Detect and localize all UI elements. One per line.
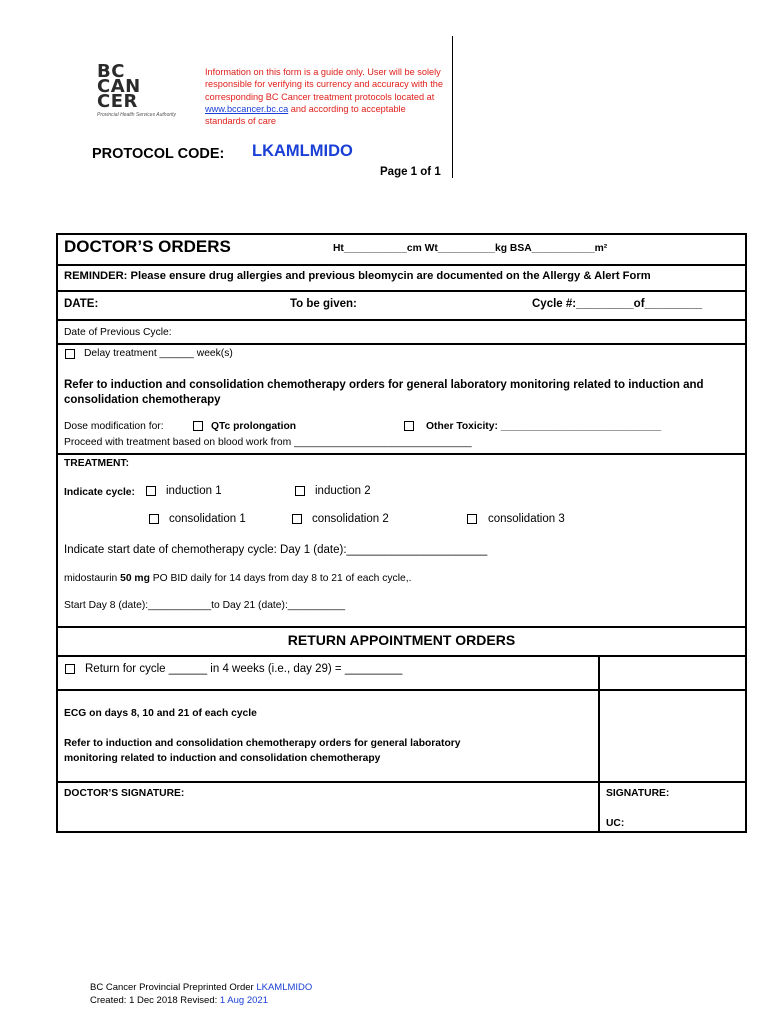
footer-revised-date: 1 Aug 2021: [219, 994, 268, 1006]
page-number: Page 1 of 1: [380, 166, 441, 178]
return-cycle-field[interactable]: Return for cycle ______ in 4 weeks (i.e., day 29) = _________: [85, 663, 403, 675]
dose-modification-label: Dose modification for:: [64, 421, 164, 432]
drug-name: midostaurin: [64, 573, 118, 584]
disclaimer: [205, 66, 445, 127]
cycle-number-field[interactable]: Cycle #:_________of_________: [532, 298, 703, 310]
return-lab-note-line2: monitoring related to induction and consolidation chemotherapy: [64, 753, 381, 764]
consolidation-2-label: consolidation 2: [312, 513, 389, 525]
logo-text: BC CAN CER: [97, 61, 141, 112]
divider: [56, 655, 747, 657]
footer: [90, 982, 312, 1007]
return-lab-note-line1: Refer to induction and consolidation chemotherapy orders for general laboratory: [64, 738, 461, 749]
disclaimer-text-after: and according to acceptable standards of care: [205, 103, 406, 127]
measurements: Ht___________cm Wt__________kg BSA___________m²: [333, 243, 608, 254]
bccancer-link[interactable]: www.bccancer.bc.ca: [205, 103, 289, 114]
drug-instructions: PO BID daily for 14 days from day 8 to 21 of each cycle,.: [152, 573, 412, 584]
consolidation-1-label: consolidation 1: [169, 513, 246, 525]
previous-cycle-label: Date of Previous Cycle:: [64, 327, 172, 338]
drug-dose: 50 mg: [120, 573, 150, 584]
doctors-orders-title: DOCTOR’S ORDERS: [64, 237, 231, 256]
protocol-code: LKAMLMIDO: [252, 142, 353, 160]
date-label: DATE:: [64, 298, 99, 310]
midostaurin-order: [64, 573, 411, 584]
induction-1-checkbox[interactable]: [146, 486, 156, 496]
start-date-field[interactable]: Indicate start date of chemotherapy cycle: Day 1 (date):______________________: [64, 544, 488, 556]
consolidation-2-checkbox[interactable]: [292, 514, 302, 524]
signature-label: SIGNATURE:: [606, 788, 670, 799]
delay-checkbox[interactable]: [65, 349, 75, 359]
day8-start-field[interactable]: Start Day 8 (date):___________to Day 21 (date):__________: [64, 600, 346, 611]
disclaimer-text: Information on this form is a guide only. User will be solely responsible for verifying its currency and accuracy with the corresponding BC Cancer treatment protocols located at: [205, 67, 443, 102]
footer-protocol-code: LKAMLMIDO: [256, 982, 313, 993]
induction-2-checkbox[interactable]: [295, 486, 305, 496]
return-appointment-title: RETURN APPOINTMENT ORDERS: [287, 632, 516, 648]
uc-label: UC:: [606, 818, 625, 829]
bc-cancer-logo: [97, 61, 197, 118]
return-cycle-checkbox[interactable]: [65, 664, 75, 674]
divider: [56, 319, 747, 321]
ecg-order: ECG on days 8, 10 and 21 of each cycle: [64, 708, 257, 719]
to-be-given-label: To be given:: [290, 298, 357, 310]
divider: [56, 626, 747, 628]
consolidation-3-checkbox[interactable]: [467, 514, 477, 524]
divider: [56, 453, 747, 455]
header-divider: [452, 36, 453, 178]
consolidation-3-label: consolidation 3: [488, 513, 565, 525]
proceed-bloodwork-field[interactable]: Proceed with treatment based on blood work from _______________________________: [64, 437, 472, 448]
indicate-cycle-label: Indicate cycle:: [64, 487, 135, 498]
other-toxicity-field[interactable]: Other Toxicity: ____________________________: [426, 421, 662, 432]
other-toxicity-checkbox[interactable]: [404, 421, 414, 431]
allergy-reminder: REMINDER: Please ensure drug allergies and previous bleomycin are documented on the Allergy & Alert Form: [64, 270, 651, 282]
divider: [56, 689, 747, 691]
footer-preprinted-order: BC Cancer Provincial Preprinted Order: [90, 982, 257, 993]
treatment-title: TREATMENT:: [64, 458, 130, 469]
qtc-label: QTc prolongation: [211, 421, 297, 432]
lab-monitoring-note: Refer to induction and consolidation chemotherapy orders for general laboratory monitoring related to induction and consolidation chemotherapy: [64, 379, 704, 406]
qtc-checkbox[interactable]: [193, 421, 203, 431]
column-divider: [598, 655, 600, 833]
induction-1-label: induction 1: [166, 485, 222, 497]
divider: [56, 264, 747, 266]
logo-subtitle: Provincial Health Services Authority: [97, 112, 177, 118]
divider: [56, 290, 747, 292]
doctor-signature-label: DOCTOR’S SIGNATURE:: [64, 788, 185, 799]
divider: [56, 781, 747, 783]
delay-label: Delay treatment ______ week(s): [84, 348, 233, 359]
footer-dates: Created: 1 Dec 2018 Revised:: [90, 994, 220, 1006]
protocol-code-label: PROTOCOL CODE:: [92, 146, 225, 162]
divider: [56, 343, 747, 345]
footer-line-1: [90, 982, 312, 995]
footer-line-2: [90, 995, 312, 1008]
induction-2-label: induction 2: [315, 485, 371, 497]
consolidation-1-checkbox[interactable]: [149, 514, 159, 524]
